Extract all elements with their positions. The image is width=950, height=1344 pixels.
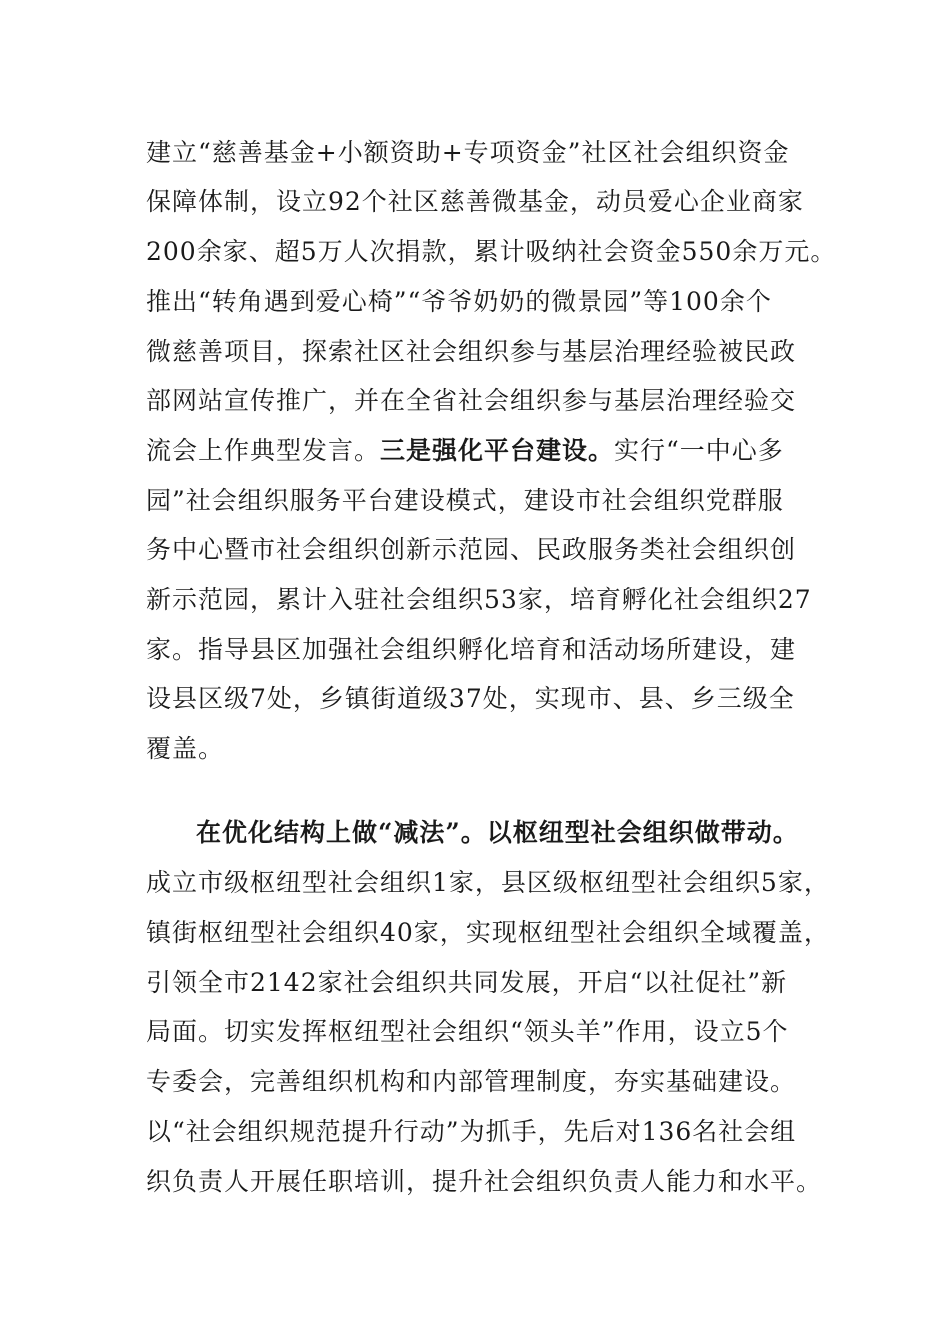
text-run: 200余家、超5万人次捐款，累计吸纳社会资金550余万元。: [146, 237, 837, 266]
text-run: 微慈善项目，探索社区社会组织参与基层治理经验被民政: [146, 337, 797, 366]
text-run: 推出“转角遇到爱心椅”“爷爷奶奶的微景园”等100余个: [146, 287, 772, 316]
paragraph-2-line-7: 织负责人开展任职培训，提升社会组织负责人能力和水平。: [146, 1167, 823, 1196]
text-run: 覆盖。: [146, 734, 225, 763]
paragraph-1-line-9: [146, 534, 796, 566]
paragraph-1-line-6: [146, 385, 796, 417]
text-run: 家。指导县区加强社会组织孵化培育和活动场所建设，建: [146, 635, 797, 664]
paragraph-2-line-3: 引领全市2142家社会组织共同发展，开启“以社促社”新: [146, 968, 788, 997]
text-run: 建立“慈善基金+小额资助+专项资金”社区社会组织资金: [146, 138, 790, 167]
paragraph-2-line-1: 成立市级枢纽型社会组织1家，县区级枢纽型社会组织5家，: [146, 868, 830, 897]
paragraph-1-line-4: [146, 286, 772, 318]
paragraph-2-heading: 在优化结构上做“减法”。以枢纽型社会组织做带动。: [196, 818, 799, 847]
paragraph-2-line-4: 局面。切实发挥枢纽型社会组织“领头羊”作用，设立5个: [146, 1017, 789, 1046]
text-run: 实行“一中心多: [614, 436, 784, 465]
paragraph-1-line-3: [146, 236, 836, 268]
text-run: 新示范园，累计入驻社会组织53家，培育孵化社会组织27: [146, 585, 812, 614]
paragraph-2-line-6: 以“社会组织规范提升行动”为抓手，先后对136名社会组: [146, 1117, 797, 1146]
paragraph-2-line-2: 镇街枢纽型社会组织40家，实现枢纽型社会组织全域覆盖，: [146, 918, 830, 947]
paragraph-1-line-11: [146, 634, 796, 666]
paragraph-1-line-7: [146, 435, 784, 467]
paragraph-1-line-2: [146, 186, 804, 218]
text-run: 设县区级7处，乡镇街道级37处，实现市、县、乡三级全: [146, 684, 795, 713]
text-run: 园”社会组织服务平台建设模式，建设市社会组织党群服: [146, 486, 784, 515]
paragraph-1-line-13: [146, 733, 224, 765]
text-run: 流会上作典型发言。: [146, 436, 381, 465]
paragraph-1-line-1: [146, 137, 789, 169]
text-run: 保障体制，设立92个社区慈善微基金，动员爱心企业商家: [146, 187, 804, 216]
paragraph-1-line-12: [146, 683, 795, 715]
paragraph-2-line-5: 专委会，完善组织机构和内部管理制度，夯实基础建设。: [146, 1067, 797, 1096]
paragraph-1-line-5: [146, 336, 796, 368]
bold-emphasis: 三是强化平台建设。: [380, 436, 615, 465]
paragraph-1-line-10: [146, 584, 812, 616]
text-run: 部网站宣传推广，并在全省社会组织参与基层治理经验交: [146, 386, 797, 415]
text-run: 务中心暨市社会组织创新示范园、民政服务类社会组织创: [146, 535, 797, 564]
paragraph-1-line-8: [146, 485, 784, 517]
